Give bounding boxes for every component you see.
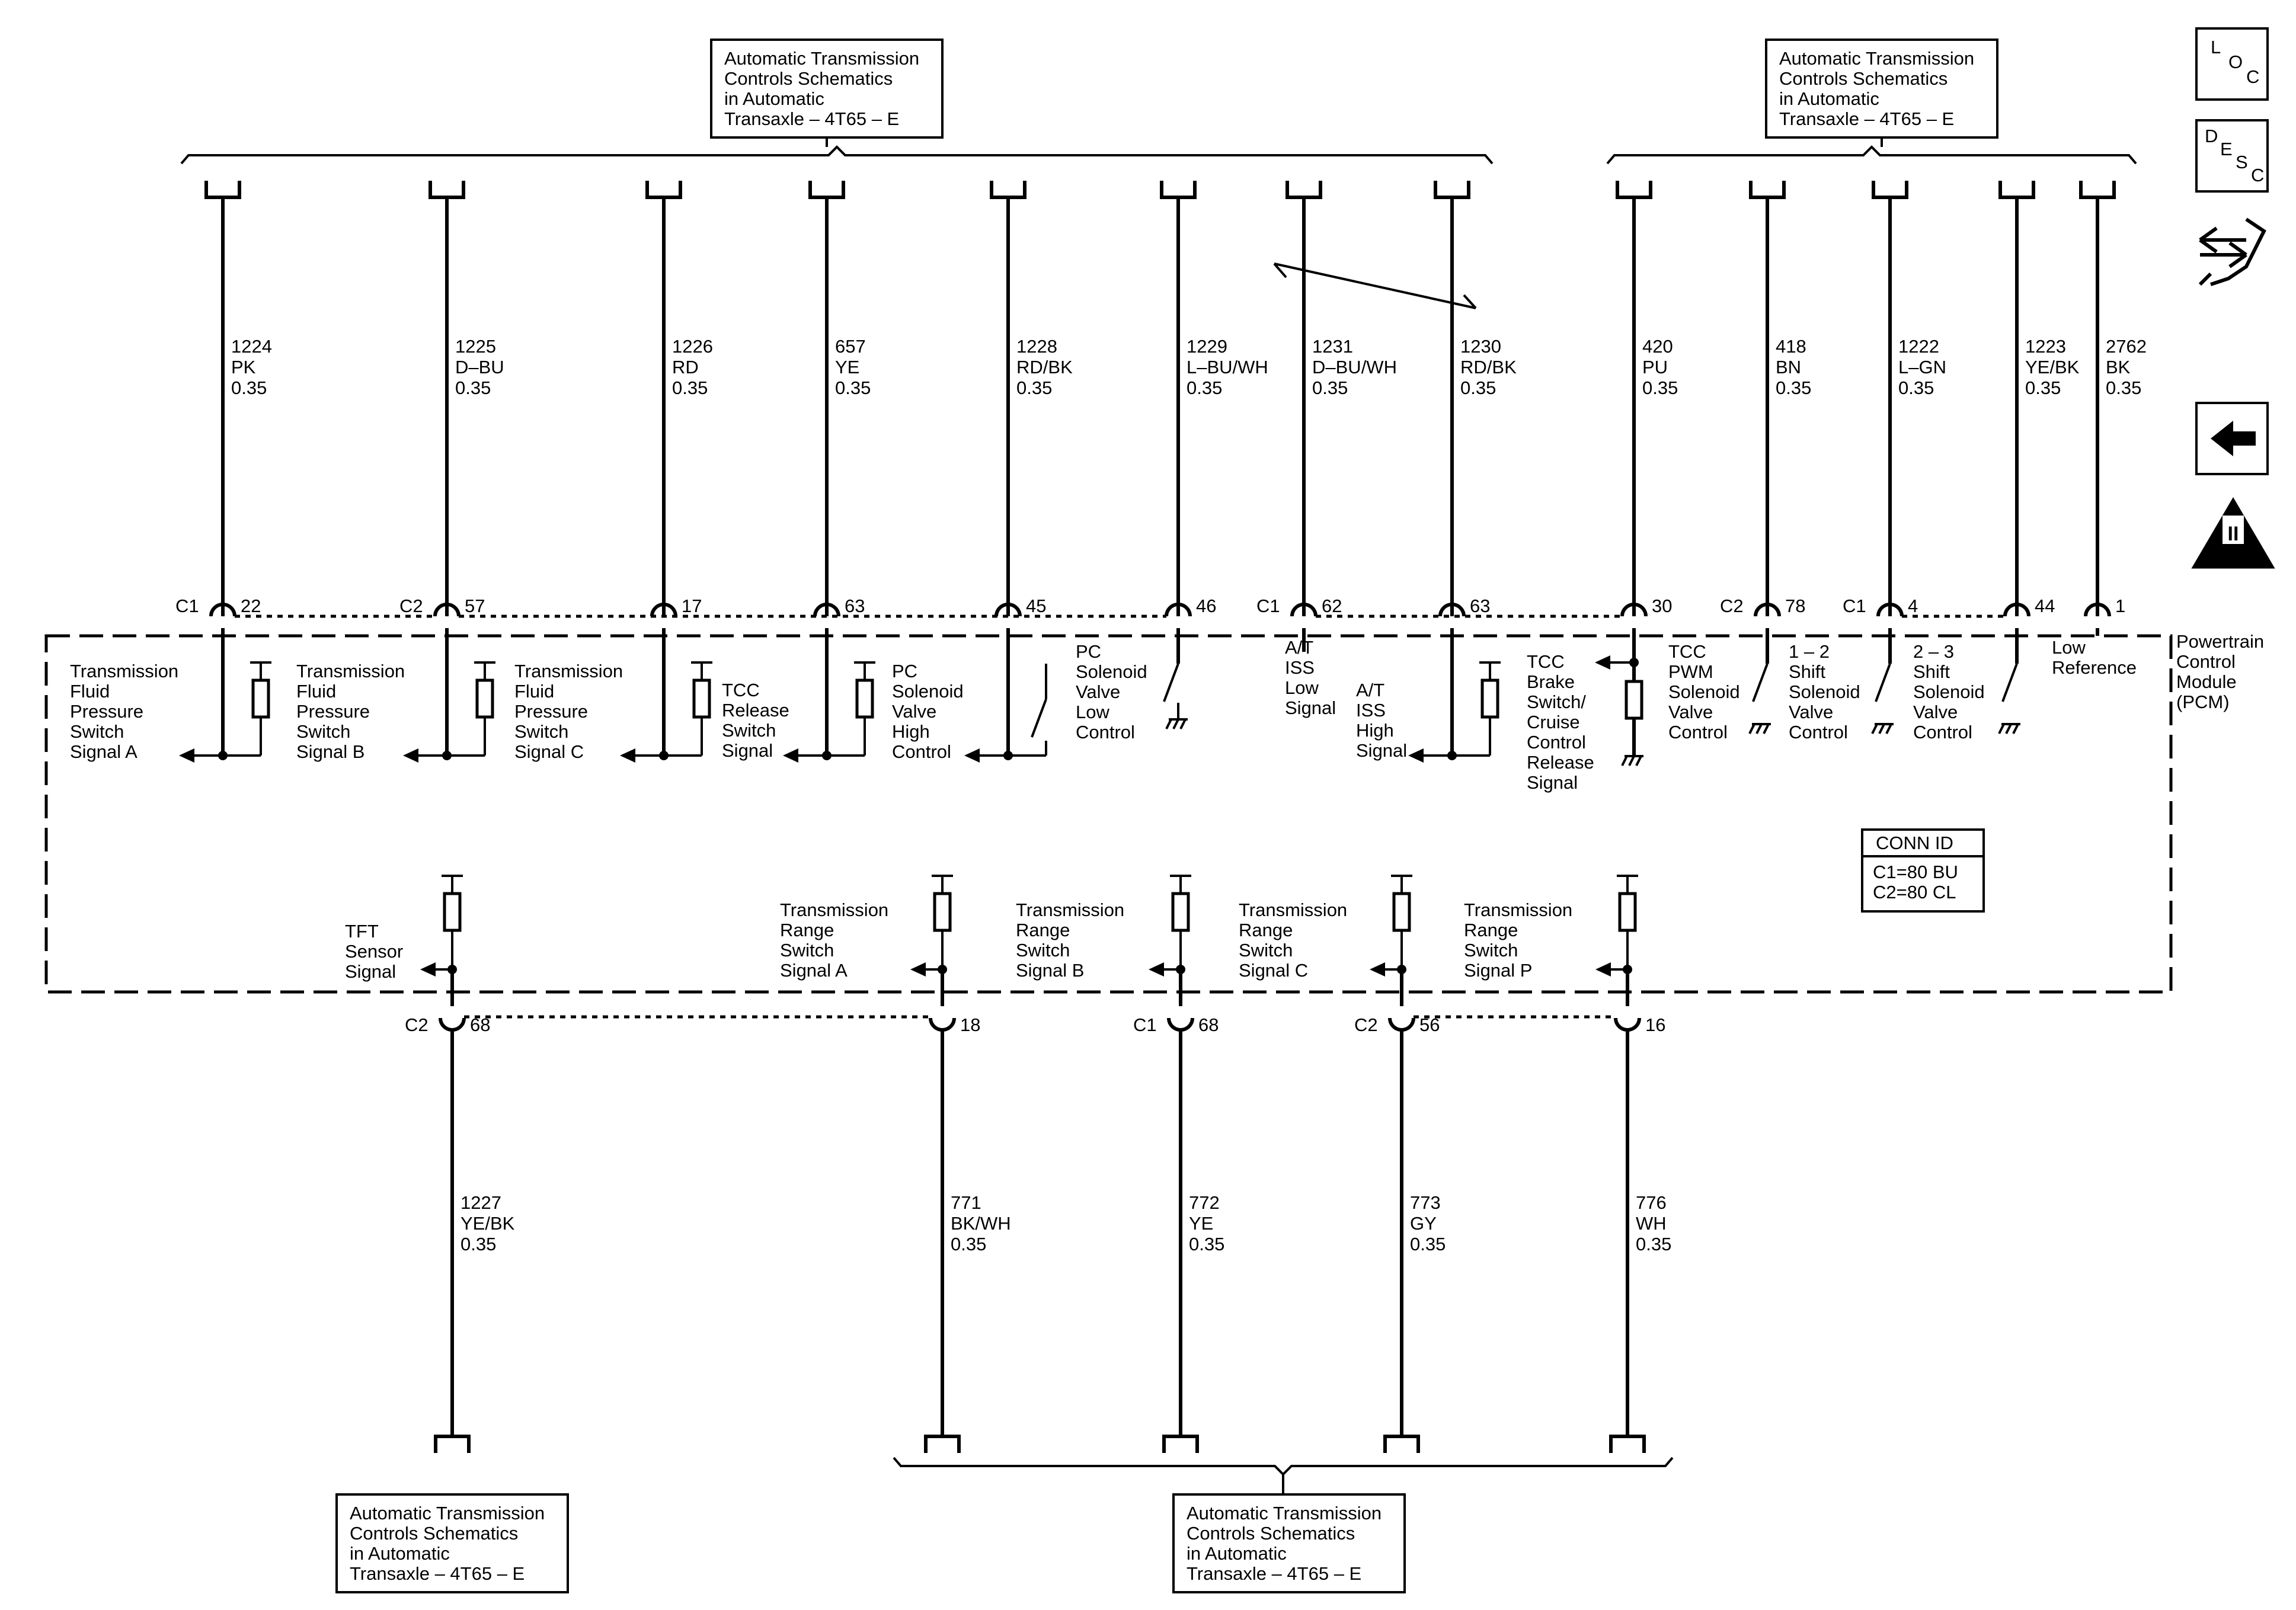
pin-number: 63	[845, 596, 865, 616]
function-label-420: Release	[1527, 752, 1594, 773]
pullup-resistor	[1173, 894, 1188, 930]
desc-icon-letter: D	[2205, 126, 2218, 146]
connector-id: C1	[175, 596, 199, 616]
page-link-bottom-middle-text: Automatic Transmission	[1187, 1503, 1382, 1523]
wire-gauge: 0.35	[1187, 377, 1223, 398]
splice-dot	[1003, 751, 1013, 760]
function-label-420: TCC	[1527, 651, 1565, 672]
page-link-top-right-text: Transaxle – 4T65 – E	[1779, 108, 1955, 129]
circuit-number: 1225	[455, 336, 496, 357]
splice-dot	[659, 751, 669, 760]
function-label-1226: Transmission	[514, 661, 623, 681]
circuit-number: 773	[1410, 1192, 1441, 1213]
function-label-772: Switch	[1016, 940, 1070, 961]
pullup-resistor	[1482, 680, 1498, 717]
function-label-420: Signal	[1527, 772, 1578, 793]
wire-color: PK	[231, 357, 256, 377]
function-label-771: Transmission	[780, 900, 889, 920]
function-label-1227: Sensor	[345, 941, 404, 962]
desc-icon-letter: C	[2251, 165, 2265, 185]
function-label-657: Release	[722, 700, 789, 721]
page-link-top-right-text: Controls Schematics	[1779, 68, 1948, 89]
wire-color: GY	[1410, 1213, 1437, 1234]
function-label-1231: Signal	[1285, 697, 1336, 718]
function-label-1229: Control	[1076, 722, 1135, 742]
function-label-1224: Transmission	[70, 661, 179, 681]
function-label-772: Signal B	[1016, 960, 1085, 981]
module-name: Powertrain	[2176, 631, 2265, 652]
loc-icon-letter: O	[2228, 52, 2243, 72]
wire-color: D–BU	[455, 357, 504, 377]
wire-gauge: 0.35	[1898, 377, 1934, 398]
loc-icon-letter: L	[2211, 37, 2221, 57]
function-label-1230: ISS	[1356, 700, 1386, 721]
function-label-1224: Signal A	[70, 741, 137, 762]
pin-number: 17	[682, 596, 702, 616]
circuit-number: 1226	[672, 336, 713, 357]
page-link-bottom-middle-text: Transaxle – 4T65 – E	[1187, 1563, 1362, 1584]
function-label-1225: Signal B	[296, 741, 365, 762]
function-label-1228: Valve	[892, 701, 937, 722]
function-label-1230: A/T	[1356, 680, 1385, 700]
wire-color: YE	[835, 357, 860, 377]
loc-icon-letter: C	[2246, 66, 2260, 87]
function-label-1222: 1 – 2	[1789, 641, 1830, 662]
function-label-657: Signal	[722, 740, 773, 761]
function-label-771: Signal A	[780, 960, 848, 981]
desc-icon-letter: E	[2220, 139, 2233, 159]
connector-id: C2	[399, 596, 423, 616]
pullup-resistor	[253, 680, 268, 717]
page-link-bottom-left-text: in Automatic	[350, 1543, 450, 1564]
page-link-top-right-text: Automatic Transmission	[1779, 48, 1975, 69]
loc-icon[interactable]	[2196, 28, 2268, 100]
conn-id-box	[1862, 830, 1984, 911]
function-label-1226: Fluid	[514, 681, 555, 702]
splice-dot	[442, 751, 452, 760]
function-label-1226: Signal C	[514, 741, 584, 762]
wire-gauge: 0.35	[1776, 377, 1812, 398]
wire-color: WH	[1636, 1213, 1667, 1234]
function-label-1227: TFT	[345, 921, 379, 942]
function-label-2762: Reference	[2052, 657, 2137, 678]
page-link-bottom-left-text: Transaxle – 4T65 – E	[350, 1563, 525, 1584]
connector-id: C2	[405, 1014, 428, 1035]
function-label-1225: Fluid	[296, 681, 337, 702]
function-label-1228: PC	[892, 661, 918, 681]
function-label-420: Control	[1527, 732, 1586, 753]
pin-number: 45	[1026, 596, 1047, 616]
page-link-bottom-left-text: Automatic Transmission	[350, 1503, 545, 1523]
pin-number: 4	[1908, 596, 1918, 616]
connector-id: C1	[1843, 596, 1866, 616]
desc-icon[interactable]	[2196, 120, 2268, 191]
pin-number: 18	[960, 1014, 981, 1035]
circuit-number: 2762	[2106, 336, 2147, 357]
function-label-1224: Pressure	[70, 701, 144, 722]
function-label-1223: Shift	[1913, 661, 1950, 682]
circuit-number: 657	[835, 336, 866, 357]
pullup-resistor	[935, 894, 950, 930]
circuit-number: 1223	[2025, 336, 2066, 357]
wire-gauge: 0.35	[455, 377, 491, 398]
conn-id-line: C2=80 CL	[1873, 882, 1956, 902]
wire-gauge: 0.35	[1460, 377, 1496, 398]
conn-id-title: CONN ID	[1876, 833, 1953, 853]
function-label-1226: Switch	[514, 721, 569, 742]
pin-number: 63	[1470, 596, 1491, 616]
pin-number: 46	[1196, 596, 1217, 616]
page-link-top-left-text: Transaxle – 4T65 – E	[724, 108, 900, 129]
wire-gauge: 0.35	[231, 377, 267, 398]
function-label-1231: Low	[1285, 677, 1319, 698]
page-link-bottom-middle-text: in Automatic	[1187, 1543, 1287, 1564]
function-label-1222: Control	[1789, 722, 1848, 742]
pin-number: 56	[1419, 1014, 1440, 1035]
module-name: Control	[2176, 651, 2236, 672]
wire-gauge: 0.35	[1410, 1234, 1446, 1254]
function-label-772: Range	[1016, 920, 1070, 940]
function-label-1229: Low	[1076, 702, 1109, 722]
function-label-1225: Transmission	[296, 661, 405, 681]
function-label-1223: Solenoid	[1913, 681, 1985, 702]
function-label-1231: A/T	[1285, 637, 1314, 658]
function-label-657: TCC	[722, 680, 760, 700]
function-label-418: Solenoid	[1668, 681, 1740, 702]
function-label-1230: High	[1356, 720, 1394, 741]
wire-color: BK	[2106, 357, 2131, 377]
desc-icon-letter: S	[2236, 152, 2248, 172]
pin-number: 57	[465, 596, 485, 616]
back-arrow-icon[interactable]	[2196, 403, 2268, 474]
wire-gauge: 0.35	[672, 377, 708, 398]
wire-color: D–BU/WH	[1312, 357, 1397, 377]
obd-ii-label: OBD II	[2211, 549, 2255, 565]
page-link-top-right[interactable]	[1766, 40, 1997, 137]
page-link-top-left-text: in Automatic	[724, 88, 824, 109]
pin-number: 1	[2115, 596, 2126, 616]
page-link-bottom-left-text: Controls Schematics	[350, 1523, 519, 1544]
pin-number: 62	[1322, 596, 1342, 616]
function-label-1224: Fluid	[70, 681, 110, 702]
function-label-420: Switch/	[1527, 692, 1586, 712]
function-label-1222: Solenoid	[1789, 681, 1860, 702]
pullup-resistor	[1394, 894, 1409, 930]
function-label-418: Control	[1668, 722, 1728, 742]
function-label-1231: ISS	[1285, 657, 1315, 678]
pin-number: 68	[470, 1014, 491, 1035]
wire-color: L–BU/WH	[1187, 357, 1268, 377]
function-label-776: Switch	[1464, 940, 1518, 961]
function-label-776: Range	[1464, 920, 1518, 940]
connector-id: C2	[1354, 1014, 1378, 1035]
function-label-1223: Valve	[1913, 702, 1958, 722]
module-name: (PCM)	[2176, 692, 2230, 712]
function-label-1230: Signal	[1356, 740, 1408, 761]
wire-gauge: 0.35	[1016, 377, 1053, 398]
circuit-number: 1230	[1460, 336, 1501, 357]
function-label-771: Range	[780, 920, 834, 940]
wire-color: YE/BK	[461, 1213, 515, 1234]
function-label-776: Transmission	[1464, 900, 1573, 920]
module-name: Module	[2176, 671, 2237, 692]
wire-gauge: 0.35	[2025, 377, 2061, 398]
wire-color: RD/BK	[1016, 357, 1073, 377]
function-label-418: PWM	[1668, 661, 1713, 682]
pin-number: 68	[1198, 1014, 1219, 1035]
connector-id: C1	[1133, 1014, 1157, 1035]
pullup-resistor	[477, 680, 493, 717]
function-label-1225: Switch	[296, 721, 351, 742]
wire-color: BN	[1776, 357, 1802, 377]
function-label-1228: Control	[892, 741, 951, 762]
function-label-773: Switch	[1239, 940, 1293, 961]
page-link-bottom-left[interactable]	[337, 1494, 568, 1592]
pin-number: 16	[1645, 1014, 1666, 1035]
pin-number: 22	[241, 596, 261, 616]
pin-number: 30	[1652, 596, 1673, 616]
function-label-773: Transmission	[1239, 900, 1348, 920]
function-label-1223: Control	[1913, 722, 1972, 742]
circuit-number: 420	[1642, 336, 1673, 357]
function-label-772: Transmission	[1016, 900, 1125, 920]
function-label-1229: Valve	[1076, 681, 1121, 702]
pullup-resistor	[445, 894, 460, 930]
splice-dot	[218, 751, 228, 760]
page-link-bottom-middle-text: Controls Schematics	[1187, 1523, 1355, 1544]
circuit-number: 418	[1776, 336, 1806, 357]
function-label-1223: 2 – 3	[1913, 641, 1954, 662]
circuit-number: 1224	[231, 336, 272, 357]
function-label-771: Switch	[780, 940, 834, 961]
obd-ii-numeral: II	[2227, 523, 2239, 545]
circuit-number: 776	[1636, 1192, 1667, 1213]
wire-color: YE/BK	[2025, 357, 2080, 377]
page-link-top-left-text: Controls Schematics	[724, 68, 893, 89]
function-label-1227: Signal	[345, 961, 396, 982]
wire-color: BK/WH	[951, 1213, 1011, 1234]
wire-gauge: 0.35	[1189, 1234, 1225, 1254]
function-label-776: Signal P	[1464, 960, 1533, 981]
pullup-resistor	[857, 680, 872, 717]
wire-color: RD/BK	[1460, 357, 1517, 377]
circuit-number: 1222	[1898, 336, 1939, 357]
function-label-1228: High	[892, 721, 930, 742]
function-label-1229: PC	[1076, 641, 1102, 662]
function-label-1226: Pressure	[514, 701, 589, 722]
function-label-418: Valve	[1668, 702, 1713, 722]
function-label-773: Range	[1239, 920, 1293, 940]
page-link-bottom-middle[interactable]	[1173, 1494, 1405, 1592]
circuit-number: 771	[951, 1192, 981, 1213]
function-label-418: TCC	[1668, 641, 1706, 662]
function-label-420: Cruise	[1527, 712, 1580, 732]
function-label-1224: Switch	[70, 721, 124, 742]
function-label-1222: Shift	[1789, 661, 1826, 682]
pullup-resistor	[1620, 894, 1635, 930]
page-link-top-left-text: Automatic Transmission	[724, 48, 920, 69]
wire-gauge: 0.35	[2106, 377, 2142, 398]
conn-id-line: C1=80 BU	[1873, 862, 1958, 882]
wire-gauge: 0.35	[461, 1234, 497, 1254]
pullup-resistor	[694, 680, 709, 717]
circuit-number: 1227	[461, 1192, 501, 1213]
pin-number: 44	[2035, 596, 2055, 616]
circuit-number: 1229	[1187, 336, 1227, 357]
circuit-number: 1228	[1016, 336, 1057, 357]
page-link-top-right-text: in Automatic	[1779, 88, 1879, 109]
function-label-420: Brake	[1527, 671, 1575, 692]
function-label-1228: Solenoid	[892, 681, 964, 702]
splice-dot	[1447, 751, 1457, 760]
connector-id: C1	[1256, 596, 1280, 616]
wire-gauge: 0.35	[1636, 1234, 1672, 1254]
wire-gauge: 0.35	[1642, 377, 1678, 398]
wire-gauge: 0.35	[835, 377, 871, 398]
function-label-1229: Solenoid	[1076, 661, 1147, 682]
wire-gauge: 0.35	[1312, 377, 1348, 398]
function-label-1222: Valve	[1789, 702, 1834, 722]
connector-id: C2	[1720, 596, 1744, 616]
function-label-773: Signal C	[1239, 960, 1309, 981]
function-label-2762: Low	[2052, 637, 2086, 658]
pulldown-resistor	[1626, 681, 1642, 718]
splice-dot	[822, 751, 832, 760]
circuit-number: 1231	[1312, 336, 1353, 357]
wire-color: YE	[1189, 1213, 1214, 1234]
wire-color: RD	[672, 357, 699, 377]
wire-color: PU	[1642, 357, 1668, 377]
page-link-top-left[interactable]	[711, 40, 942, 137]
circuit-number: 772	[1189, 1192, 1220, 1213]
function-label-1225: Pressure	[296, 701, 370, 722]
function-label-657: Switch	[722, 720, 776, 741]
wire-color: L–GN	[1898, 357, 1946, 377]
wire-gauge: 0.35	[951, 1234, 987, 1254]
pin-number: 78	[1785, 596, 1806, 616]
